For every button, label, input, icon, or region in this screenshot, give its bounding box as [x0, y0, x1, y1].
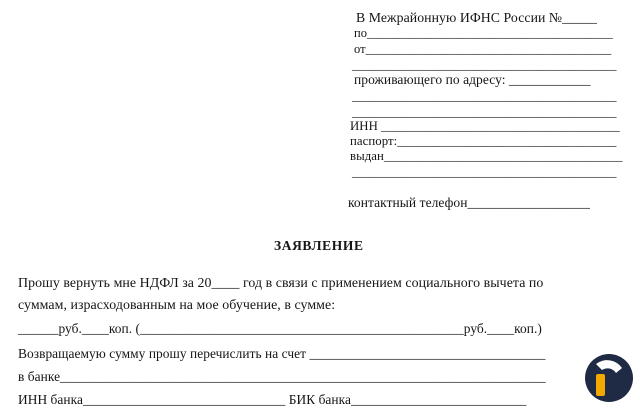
header-address-line-1: __________________________________________ [352, 89, 617, 103]
header-blank-line-2: __________________________________________ [352, 165, 617, 179]
header-address-line-2: __________________________________________ [352, 105, 617, 119]
body-paragraph-1b: суммам, израсходованным на мое обучение, в сумме: [18, 298, 336, 313]
header-to-line: по_______________________________________ [354, 26, 613, 40]
body-bank-ids-line: ИНН банка______________________________ БИК банка__________________________ [18, 392, 527, 407]
header-passport-line: паспорт:__________________________________ [350, 134, 617, 148]
header-blank-line: __________________________________________ [352, 58, 617, 72]
header-from-line: от_______________________________________ [354, 42, 612, 56]
body-account-line: Возвращаемую сумму прошу перечислить на счет ___________________________________ [18, 346, 546, 361]
header-phone-line: контактный телефон__________________ [348, 195, 590, 210]
document-title: ЗАЯВЛЕНИЕ [274, 238, 364, 253]
brand-logo-icon [582, 352, 634, 404]
body-amount-line: ______руб.____коп. (________________________________________________руб.____коп.) [18, 321, 542, 336]
header-tax-office: В Межрайонную ИФНС России №_____ [356, 10, 597, 25]
body-bank-line: в банке________________________________________________________________________ [18, 369, 546, 384]
header-issued-line: выдан_____________________________________ [350, 149, 623, 163]
body-paragraph-1a: Прошу вернуть мне НДФЛ за 20____ год в связи с применением социального вычета по [18, 276, 544, 291]
header-address-label: проживающего по адресу: ____________ [354, 72, 591, 87]
header-inn-line: ИНН _____________________________________ [350, 119, 620, 133]
